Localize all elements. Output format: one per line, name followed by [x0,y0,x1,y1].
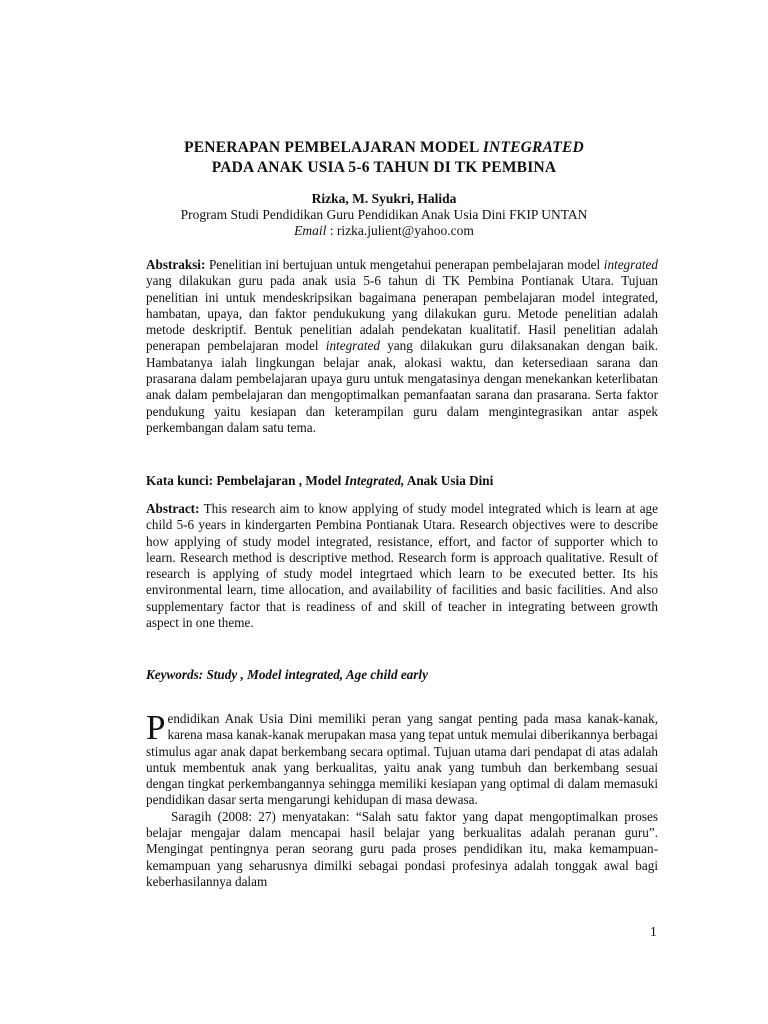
abstrak-italic-1: integrated [603,257,658,272]
kata-kunci-suffix: Anak Usia Dini [404,473,494,488]
paper-title-line-1 [0,139,768,157]
email-address: : rizka.julient@yahoo.com [326,223,474,238]
abstrak-paragraph [146,257,658,436]
abstract-paragraph [146,501,658,631]
introduction [146,708,658,890]
abstrak-text-1: Penelitian ini bertujuan untuk mengetahui penerapan pembelajaran model [205,257,604,272]
abstrak-label: Abstraksi: [146,257,206,272]
keywords: Keywords: Study , Model integrated, Age child early [146,667,428,682]
drop-cap: P [146,708,166,747]
kata-kunci [146,473,658,489]
intro-paragraph-1: endidikan Anak Usia Dini memiliki peran yang sangat penting pada masa kanak-kanak, karena masa kanak-kanak merupakan masa yang tepat untuk memulai diberikannya berbagai stimulus agar anak dapat berkembang secara optimal. Tujuan utama dari pendapat di atas adalah untuk membentuk anak yang berkualitas, yaitu anak yang tumbuh dan berkembang sesuai dengan tingkat perkembangannya sehingga memiliki kesiapan yang optimal di dalam memasuki pendidikan dasar serta mengarungi kehidupan di masa dewasa. [146,711,658,808]
title-text: PENERAPAN PEMBELAJARAN MODEL [184,139,483,156]
abstrak-text-3: yang dilakukan guru dilaksanakan dengan baik. Hambatanya ialah lingkungan belajar anak, alokasi waktu, dan ketersediaan sarana dan prasarana dalam pembelajaran upaya guru untuk mengatasinya dengan menekankan keterlibatan anak dalam pembelajaran dan mengoptimalkan pemanfaatan sarana dan prasarana. Serta faktor pendukung yaitu kesiapan dan keterampilan guru dalam mengintegrasikan antar aspek perkembangan dalam satu tema. [146,338,658,435]
page-number: 1 [650,924,657,939]
authors: Rizka, M. Syukri, Halida [311,191,457,206]
title-italic-term: INTEGRATED [482,139,584,156]
kata-kunci-italic: Integrated, [344,473,405,488]
abstrak-text-2: yang dilakukan guru pada anak usia 5-6 tahun di TK Pembina Pontianak Utara. Tujuan penelitian ini untuk mendeskripsikan bagaimana penerapan pembelajaran model integrated, hambatan, upaya, dan faktor pendukukung yang dilakukan guru. Metode penelitian adalah metode deskriptif. Bentuk penelitian adalah pendekatan kualitatif. Hasil penelitian adalah penerapan pembelajaran model [146,273,658,354]
abstrak-italic-2: integrated [325,338,381,354]
abstract-text: This research aim to know applying of study model integrated which is learn at age child 5-6 years in kindergarten Pembina Pontianak Utara. Research objectives were to describe how applying of study model integrated, resistance, effort, and factor of supporter which to learn. Research method is descriptive method. Research form is approach qualitative. Result of research is applying of study model integrtaed which learn to be executed better. Its his environmental learn, time allocation, and availability of facilities and basic facilities. And also supplementary factor that is readiness of and skill of teacher in integrating between growth aspect in one theme. [146,501,658,631]
intro-paragraph-2: Saragih (2008: 27) menyatakan: “Salah satu faktor yang dapat mengoptimalkan proses belajar mengajar dalam mencapai hasil belajar yang berkualitas adalah peranan guru”. Mengingat pentingnya peran seorang guru pada proses pendidikan itu, maka kemampuan-kemampuan yang seharusnya dimilki sebagai pondasi profesinya adalah tonggak awal bagi keberhasilannya dalam [146,808,658,889]
email-label: Email [294,223,327,238]
kata-kunci-prefix: Kata kunci: Pembelajaran , Model [146,473,345,488]
affiliation: Program Studi Pendidikan Guru Pendidikan Anak Usia Dini FKIP UNTAN [180,207,588,222]
email-line [0,223,768,239]
abstract-label: Abstract: [146,501,200,516]
paper-title-line-2: PADA ANAK USIA 5-6 TAHUN DI TK PEMBINA [211,159,557,176]
